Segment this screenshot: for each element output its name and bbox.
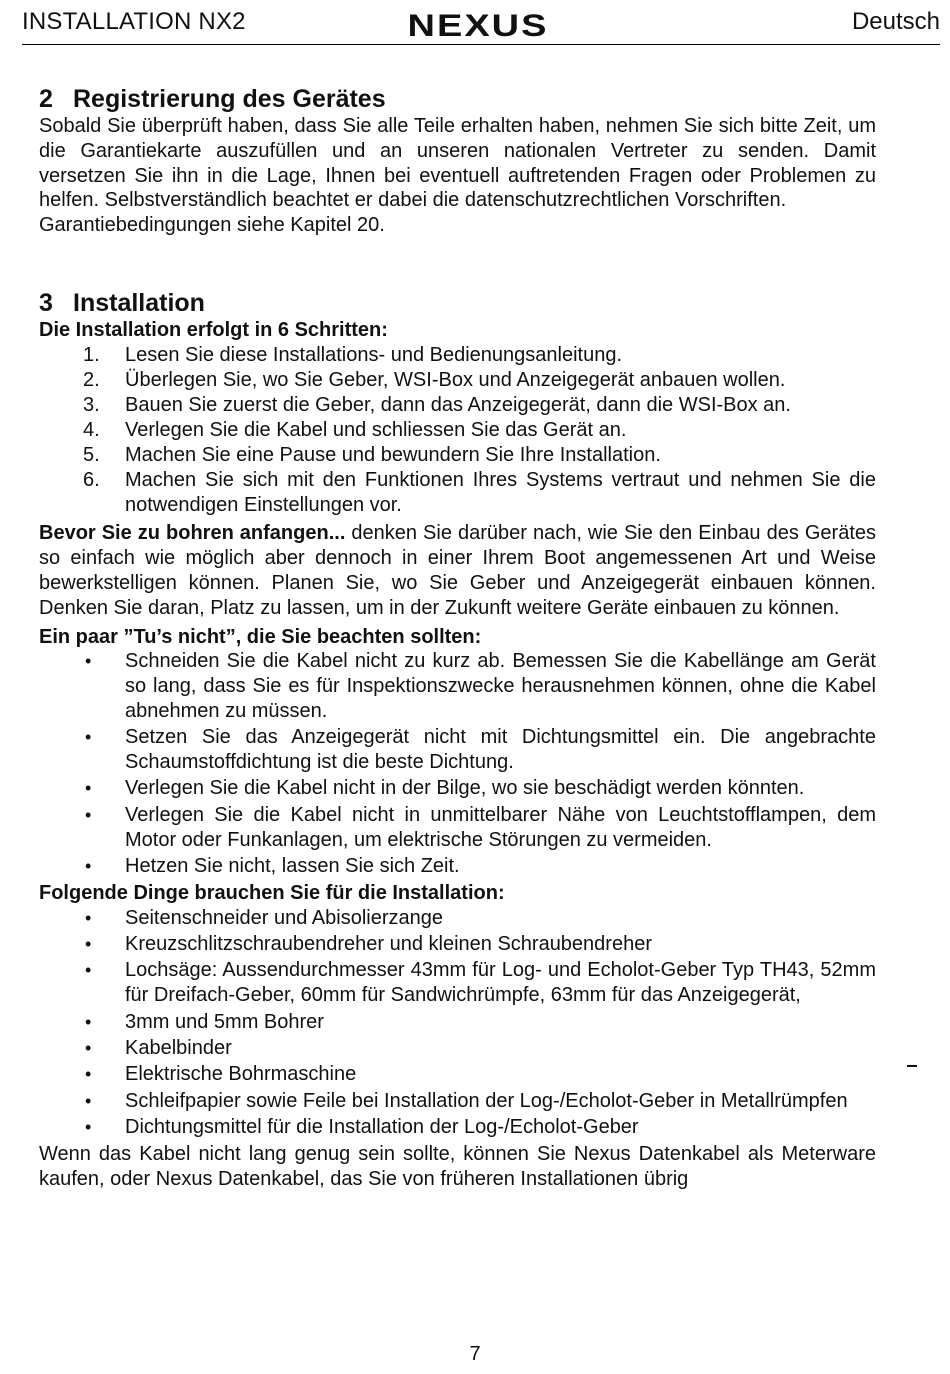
bullet-marker: • xyxy=(85,907,92,928)
bullet-marker: • xyxy=(85,960,92,981)
paragraph: Garantiebedingungen siehe Kapitel 20. xyxy=(39,214,385,237)
bullet-marker: • xyxy=(85,804,92,825)
list-item-text: Seitenschneider und Abisolierzange xyxy=(125,906,443,929)
list-item-text: Kreuzschlitzschraubendreher und kleinen Schraubendreher xyxy=(125,933,652,956)
list-item-text: Schleifpapier sowie Feile bei Installation der Log-/Echolot-Geber in Metallrümpfen xyxy=(125,1089,848,1112)
list-item-text: 3mm und 5mm Bohrer xyxy=(125,1010,324,1033)
paragraph: Wenn das Kabel nicht lang genug sein sollte, können Sie Nexus Datenkabel als Meterware kaufen, oder Nexus Datenkabel, das Sie von früheren Installationen übrig xyxy=(39,1142,876,1190)
list-item xyxy=(39,393,876,418)
steps-heading: Die Installation erfolgt in 6 Schritten: xyxy=(39,319,388,341)
section-number: 3 xyxy=(39,289,53,317)
list-item-text: Lochsäge: Aussendurchmesser 43mm für Log- und Echolot-Geber Typ TH43, 52mm für Dreifach-Geber, 60mm für Sandwichrümpfe, 63mm für das Anzeigegerät, xyxy=(125,959,876,1007)
list-item-text: Verlegen Sie die Kabel nicht in der Bilge, wo sie beschädigt werden könnten. xyxy=(125,777,805,800)
inline-text: denken Sie darüber nach, wie Sie den Einbau des Gerätes so einfach wie möglich aber dennoch in einer Ihrem Boot angemessenen Art und Weise bewerkstelligen können. Planen Sie, wo Sie Geber und Anzeigegerät einbauen können. Denken Sie daran, Platz zu lassen, um in der Zukunft weitere Geräte einbauen zu können. xyxy=(39,522,876,619)
bullet-marker: • xyxy=(85,778,92,799)
list-item xyxy=(39,1115,876,1140)
list-item xyxy=(39,803,876,853)
steps-list xyxy=(39,343,876,518)
list-item xyxy=(39,418,876,443)
list-item xyxy=(39,1010,876,1035)
list-item-text: Kabelbinder xyxy=(125,1037,232,1059)
svg-text:NEXUS: NEXUS xyxy=(407,8,549,40)
bullet-marker: • xyxy=(85,651,92,672)
paragraph: Sobald Sie überprüft haben, dass Sie alle Teile erhalten haben, nehmen Sie sich bitte Zeit, um die Garantiekarte auszufüllen und an unseren nationalen Vertreter zu senden. Damit versetzen Sie ihn in die Lage, Ihnen bei eventuell auftretenden Fragen oder Problemen zu helfen. Selbstverständlich beachtet er dabei die datenschutzrechtlichen Vorschriften. xyxy=(39,115,876,212)
section-title: Installation xyxy=(73,289,205,317)
list-item xyxy=(39,1089,876,1114)
list-item-text: Lesen Sie diese Installations- und Bedienungsanleitung. xyxy=(125,343,623,366)
list-item xyxy=(39,725,876,775)
list-item-text: Elektrische Bohrmaschine xyxy=(125,1063,357,1086)
list-number: 5. xyxy=(83,443,100,466)
page-header xyxy=(22,8,940,45)
paragraph xyxy=(39,521,876,620)
list-item xyxy=(39,1036,876,1061)
list-item xyxy=(39,343,876,368)
bullet-marker: • xyxy=(85,934,92,955)
list-item xyxy=(39,368,876,393)
bullet-marker: • xyxy=(85,1011,92,1032)
section-heading xyxy=(39,84,876,114)
list-item-text: Bauen Sie zuerst die Geber, dann das Anzeigegerät, dann die WSI-Box an. xyxy=(125,393,791,416)
bullet-marker: • xyxy=(85,1117,92,1138)
list-item-text: Machen Sie sich mit den Funktionen Ihres Systems vertraut und nehmen Sie die notwendigen Einstellungen vor. xyxy=(125,468,876,516)
donts-heading: Ein paar ”Tu’s nicht”, die Sie beachten sollten: xyxy=(39,625,482,648)
list-number: 6. xyxy=(83,468,100,491)
list-item xyxy=(39,443,876,468)
list-item-text: Setzen Sie das Anzeigegerät nicht mit Dichtungsmittel ein. Die angebrachte Schaumstoffdichtung ist die beste Dichtung. xyxy=(125,726,876,774)
list-item-text: Überlegen Sie, wo Sie Geber, WSI-Box und Anzeigegerät anbauen wollen. xyxy=(125,368,786,391)
header-doc-title: INSTALLATION NX2 xyxy=(22,8,246,35)
list-item xyxy=(39,1062,876,1087)
list-number: 1. xyxy=(83,343,100,366)
list-item-text: Verlegen Sie die Kabel und schliessen Sie das Gerät an. xyxy=(125,418,627,441)
section-number: 2 xyxy=(39,85,53,113)
bullet-marker: • xyxy=(85,727,92,748)
section-heading xyxy=(39,288,876,318)
list-item xyxy=(39,468,876,518)
list-number: 2. xyxy=(83,368,100,391)
list-item xyxy=(39,649,876,723)
section-title: Registrierung des Gerätes xyxy=(73,85,386,113)
page-number: 7 xyxy=(469,1343,481,1365)
list-item-text: Dichtungsmittel für die Installation der Log-/Echolot-Geber xyxy=(125,1116,639,1139)
list-item xyxy=(39,776,876,801)
bullet-marker: • xyxy=(85,1090,92,1111)
header-language: Deutsch xyxy=(851,8,940,35)
margin-mark xyxy=(907,1065,917,1067)
list-item xyxy=(39,932,876,957)
tools-heading: Folgende Dinge brauchen Sie für die Installation: xyxy=(39,881,505,904)
section-registration xyxy=(39,84,876,238)
tools-list xyxy=(39,906,876,1140)
bullet-marker: • xyxy=(85,856,92,877)
list-item-text: Verlegen Sie die Kabel nicht in unmittelbarer Nähe von Leuchtstofflampen, dem Motor oder Funkanlagen, um elektrische Störungen zu vermeiden. xyxy=(125,803,876,851)
list-number: 3. xyxy=(83,393,100,416)
donts-list xyxy=(39,649,876,879)
bullet-marker: • xyxy=(85,1038,92,1058)
inline-bold-lead: Bevor Sie zu bohren anfangen... xyxy=(39,522,346,545)
list-item-text: Machen Sie eine Pause und bewundern Sie Ihre Installation. xyxy=(125,443,661,466)
list-item-text: Schneiden Sie die Kabel nicht zu kurz ab. Bemessen Sie die Kabellänge am Gerät so lang, dass Sie es für Inspektionszwecke herausnehmen können, ohne die Kabel abnehmen zu müssen. xyxy=(125,650,876,722)
bullet-marker: • xyxy=(85,1064,92,1085)
section-installation xyxy=(39,288,876,1192)
list-item-text: Hetzen Sie nicht, lassen Sie sich Zeit. xyxy=(125,855,460,878)
list-item xyxy=(39,958,876,1008)
list-item xyxy=(39,906,876,931)
nexus-logo xyxy=(349,8,607,40)
list-number: 4. xyxy=(83,418,100,441)
list-item xyxy=(39,854,876,879)
